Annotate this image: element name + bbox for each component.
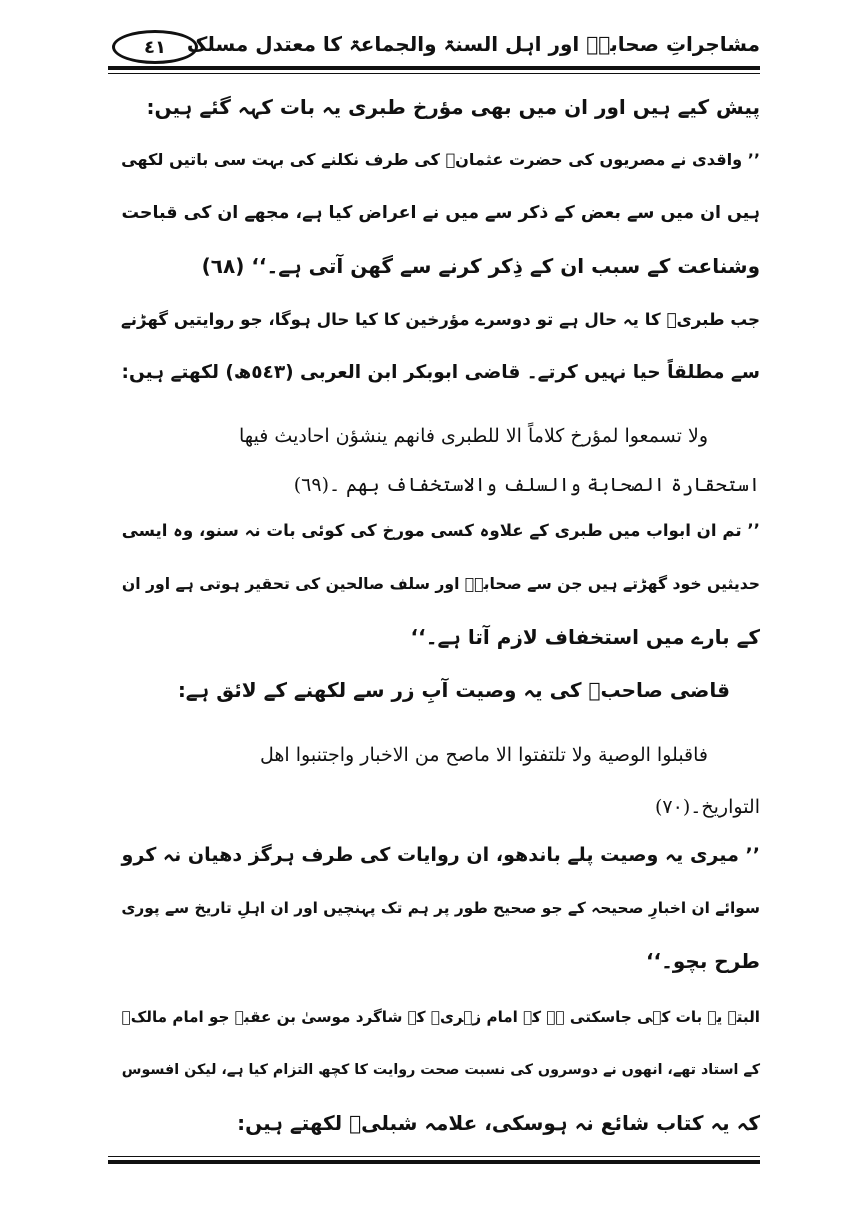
page-number: ٤١ [112,30,198,64]
arabic-quote-line: التواریخ۔(٧٠) [654,796,760,818]
arabic-quote-line: ولا تسمعوا لمؤرخ کلاماً الا للطبری فانهم ینشؤن احادیث فیها [239,425,708,447]
quote-line: ’’ تم ان ابواب میں طبری کے علاوہ کسی مورخ کی کوئی بات نہ سنو، وہ ایسی [121,521,760,540]
header-rule-thick [108,66,760,70]
arabic-quote-line: استحقارة الصحابة والسلف والاستخفاف بهم ۔(٦٩) [293,474,760,496]
quote-line: وشناعت کے سبب ان کے ذِکر کرنے سے گھن آتی ہے۔‘‘ (٦٨) [201,254,760,278]
text-line: کے استاد تھے، انھوں نے دوسروں کی نسبت صحت روایت کا کچھ التزام کیا ہے، لیکن افسوس [121,1062,760,1078]
text-line: البتہ یہ بات کہی جاسکتی ہے کہ امام زہریؒ کے شاگرد موسیٰ بن عقبہ جو امام مالکؒ [121,1008,760,1026]
text-line: کہ یہ کتاب شائع نہ ہوسکی، علامہ شبلیؒ لکھتے ہیں: [237,1111,760,1135]
quote-line: ’’ واقدی نے مصریوں کی حضرت عثمانؓ کی طرف نکلنے کی بہت سی باتیں لکھی [121,150,760,169]
quote-line: حدیثیں خود گھڑتے ہیں جن سے صحابہؓ اور سلف صالحین کی تحقیر ہوتی ہے اور ان [121,574,760,593]
text-line: سے مطلقاً حیا نہیں کرتے۔ قاضی ابوبکر ابن العربی (٥٤٣ھ) لکھتے ہیں: [121,362,760,383]
quote-line: سوائے ان اخبارِ صحیحہ کے جو صحیح طور پر ہم تک پہنچیں اور ان اہلِ تاریخ سے پوری [121,899,760,917]
footer-rule-thick [108,1160,760,1164]
header-rule-thin [108,73,760,74]
running-title: مشاجراتِ صحابہؓ اور اہل السنۃ والجماعۃ کا معتدل مسلک [186,32,760,56]
text-line: پیش کیے ہیں اور ان میں بھی مؤرخ طبری یہ بات کہہ گئے ہیں: [146,95,760,119]
quote-line: طرح بچو۔‘‘ [645,949,760,973]
quote-line: کے بارے میں استخفاف لازم آتا ہے۔‘‘ [410,625,760,649]
footer-rule-thin [108,1156,760,1157]
quote-line: ’’ میری یہ وصیت پلے باندھو، ان روایات کی طرف ہرگز دھیان نہ کرو [121,844,760,866]
text-line: جب طبریؒ کا یہ حال ہے تو دوسرے مؤرخین کا کیا حال ہوگا، جو روایتیں گھڑنے [120,310,760,329]
quote-line: ہیں ان میں سے بعض کے ذکر سے میں نے اعراض کیا ہے، مجھے ان کی قباحت [121,203,760,223]
text-line: قاضی صاحبؒ کی یہ وصیت آبِ زر سے لکھنے کے لائق ہے: [177,678,730,702]
arabic-quote-line: فاقبلوا الوصیة ولا تلتفتوا الا ماصح من الاخبار واجتنبوا اهل [260,744,708,766]
